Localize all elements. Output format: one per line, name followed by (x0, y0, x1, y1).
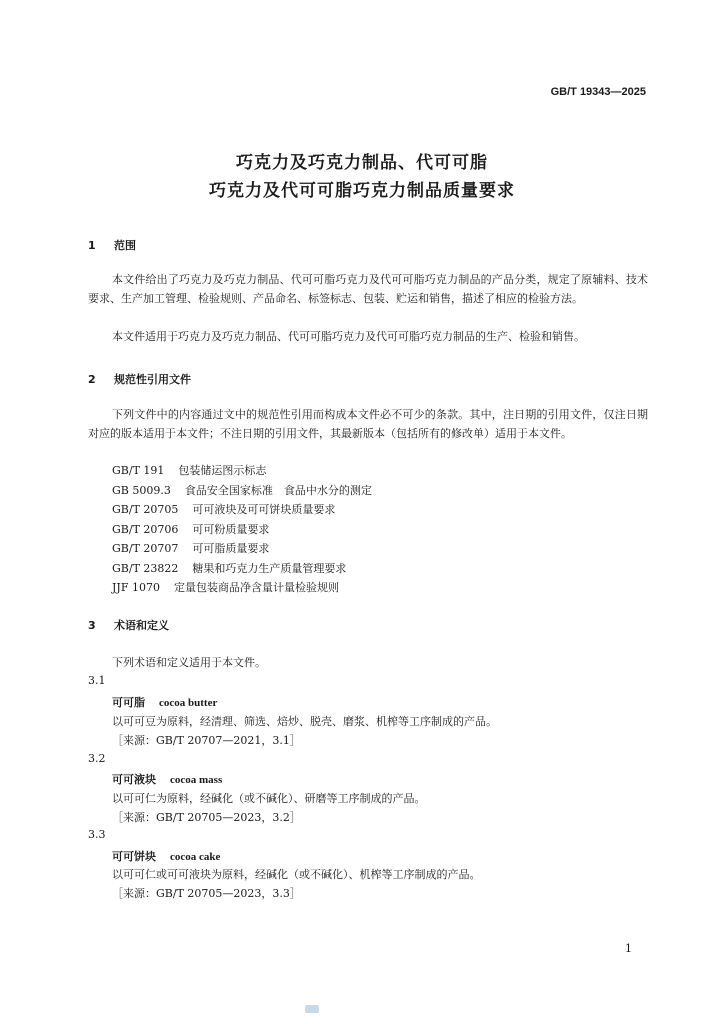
term-name (112, 848, 220, 864)
reference-code: GB/T 20705 (112, 503, 179, 516)
section-title: 规范性引用文件 (114, 373, 191, 386)
reference-code: GB/T 20706 (112, 522, 179, 536)
section-2-heading (88, 371, 191, 387)
term-definition: 以可可豆为原料，经清理、筛选、焙炒、脱壳、磨浆、机榨等工序制成的产品。 (112, 715, 497, 728)
reference-item (112, 578, 372, 598)
term-zh: 可可饼块 (112, 850, 156, 863)
reference-code: GB/T 23822 (112, 561, 179, 575)
reference-item (112, 539, 372, 559)
reference-code: GB/T 191 (112, 464, 165, 477)
term-source: ［来源：GB/T 20705—2023，3.2］ (112, 811, 301, 824)
term-definition: 以可可仁或可可液块为原料，经碱化（或不碱化）、机榨等工序制成的产品。 (112, 868, 481, 881)
reference-title: 可可脂质量要求 (192, 542, 270, 555)
term-source: ［来源：GB/T 20707—2021，3.1］ (112, 734, 301, 747)
reference-list (112, 461, 372, 598)
reference-code: JJF 1070 (112, 581, 160, 594)
section-title: 范围 (114, 239, 136, 252)
document-title-line1: 巧克力及巧克力制品、代可可脂 (236, 153, 488, 173)
reference-item (112, 461, 372, 481)
section-2-paragraph: 下列文件中的内容通过文中的规范性引用而构成本文件必不可少的条款。其中，注日期的引用文件，仅注日期对应的版本适用于本文件；不注日期的引用文件，其最新版本（包括所有的修改单）适用于本文件。 (88, 408, 648, 440)
section-number: 2 (88, 373, 96, 386)
reference-title: 糖果和巧克力生产质量管理要求 (192, 561, 347, 575)
term-source: ［来源：GB/T 20705—2023，3.3］ (112, 887, 301, 900)
reference-title: 定量包装商品净含量计量检验规则 (173, 581, 339, 594)
term-zh: 可可脂 (112, 696, 145, 709)
section-1-heading (88, 237, 136, 253)
reference-item (112, 481, 372, 501)
reference-title: 可可粉质量要求 (192, 522, 270, 536)
section-1-paragraph-2: 本文件适用于巧克力及巧克力制品、代可可脂巧克力及代可可脂巧克力制品的生产、检验和销售。 (112, 330, 585, 343)
term-en: cocoa mass (170, 774, 223, 786)
section-3-intro: 下列术语和定义适用于本文件。 (112, 656, 266, 669)
document-title-line2: 巧克力及代可可脂巧克力制品质量要求 (209, 181, 515, 201)
term-definition: 以可可仁为原料，经碱化（或不碱化）、研磨等工序制成的产品。 (112, 792, 426, 805)
term-name (112, 771, 222, 787)
reference-title: 食品安全国家标准 食品中水分的测定 (184, 483, 372, 497)
section-1-paragraph-1: 本文件给出了巧克力及巧克力制品、代可可脂巧克力及代可可脂巧克力制品的产品分类，规定了原辅料、技术要求、生产加工管理、检验规则、产品命名、标签标志、包装、贮运和销售，描述了相应的检验方法。 (88, 273, 648, 305)
reference-item (112, 520, 372, 540)
footer-logo-mark (305, 1005, 319, 1013)
term-en: cocoa butter (159, 697, 218, 709)
term-zh: 可可液块 (112, 773, 156, 786)
term-number: 3.3 (88, 828, 106, 841)
page-number: 1 (625, 942, 632, 955)
term-name (112, 694, 217, 710)
section-title: 术语和定义 (114, 619, 169, 632)
reference-code: GB 5009.3 (112, 483, 171, 497)
term-number: 3.1 (88, 674, 106, 687)
standard-number: GB/T 19343—2025 (550, 86, 646, 98)
section-number: 1 (88, 239, 96, 252)
term-number: 3.2 (88, 752, 106, 765)
section-3-heading (88, 617, 169, 633)
section-number: 3 (88, 619, 96, 632)
reference-code: GB/T 20707 (112, 542, 179, 555)
reference-item (112, 559, 372, 579)
reference-item (112, 500, 372, 520)
term-en: cocoa cake (170, 851, 221, 863)
reference-title: 包装储运图示标志 (178, 464, 267, 477)
reference-title: 可可液块及可可饼块质量要求 (192, 503, 336, 516)
